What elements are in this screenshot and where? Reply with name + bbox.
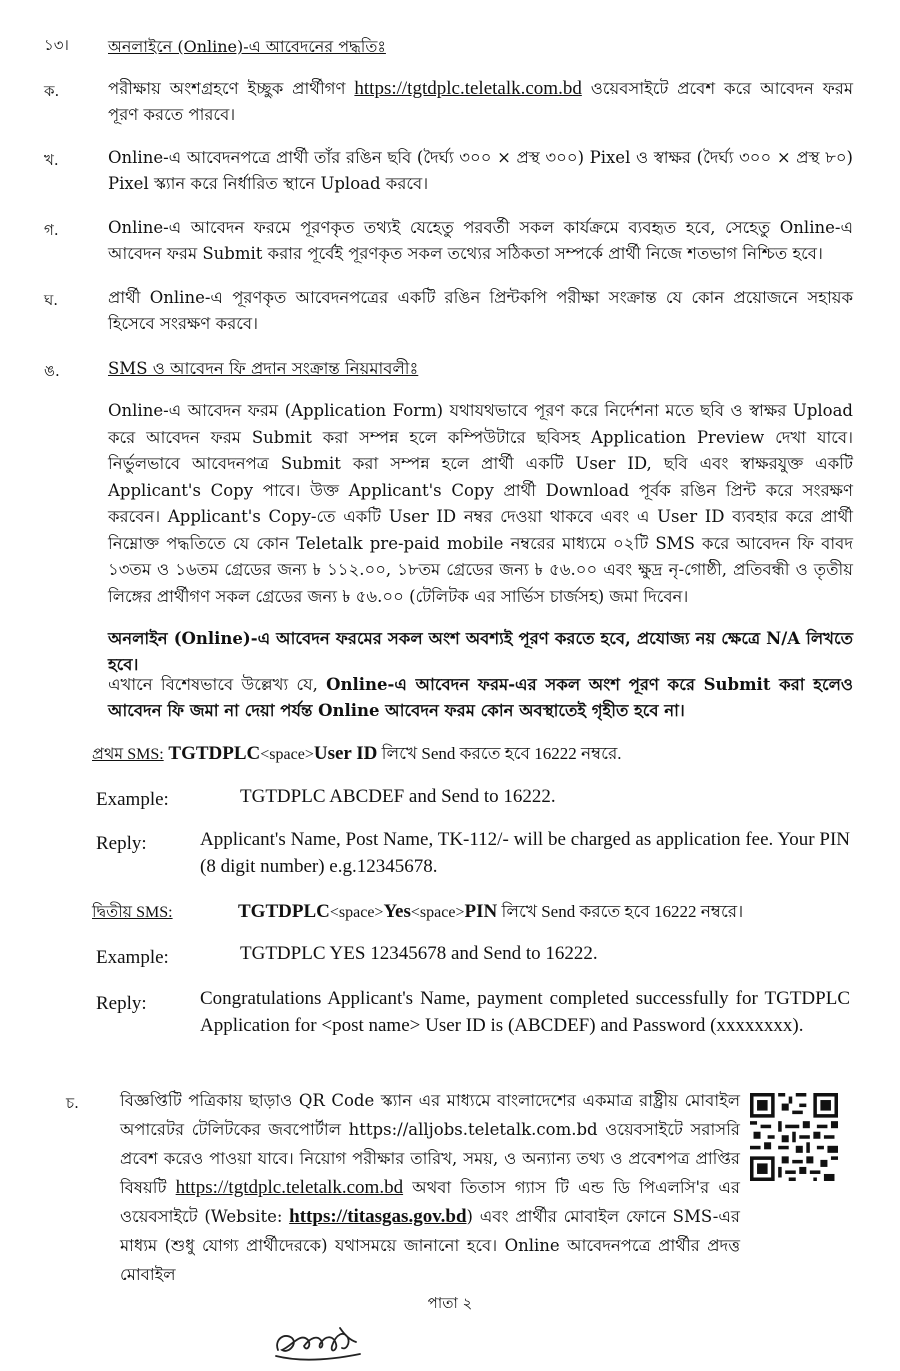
item-label: ঘ. [44, 291, 59, 309]
example2-text: TGTDPLC YES 12345678 and Send to 16222. [240, 943, 598, 964]
notice-bold-1: অনলাইন (Online)-এ আবেদন ফরমের সকল অংশ অবশ্যই পূরণ করতে হবে, প্রযোজ্য নয় ক্ষেত্রে N/A লিখতে হবে। [108, 629, 853, 674]
sms-paragraph: Online-এ আবেদন ফরম (Application Form) যথাযথভাবে পূরণ করে নির্দেশনা মতে ছবি ও স্বাক্ষর Upload করে আবেদন ফরম Submit করা সম্পন্ন হলে কম্পিউটারে ছবিসহ Application Preview দেখা যাবে। নির্ভুলভাবে আবেদনপত্র Submit করা সম্পন্ন হলে প্রার্থী একটি User ID, ছবি এবং স্বাক্ষরযুক্ত একটি Applicant's Copy পাবে। উক্ত Applicant's Copy প্রার্থী Download পূর্বক রঙিন প্রিন্ট করে সংরক্ষণ করবেন। Applicant's Copy-তে একটি User ID নম্বর দেওয়া থাকবে এবং এ User ID ব্যবহার করে প্রার্থী নিম্নোক্ত পদ্ধতিতে যে কোন Teletalk pre-paid mobile নম্বরের মাধ্যমে ০২টি SMS করে আবেদন ফি বাবদ ১৩তম ও ১৬তম গ্রেডের জন্য ৳ ১১২.০০, ১৮তম গ্রেডের জন্য ৳ ৫৬.০০ এবং ক্ষুদ্র নৃ-গোষ্ঠী, প্রতিবন্ধী ও তৃতীয় লিঙ্গের প্রার্থীগণ সকল গ্রেডের জন্য ৳ ৫৬.০০ (টেলিটক এর সার্ভিস চার্জসহ) জমা দিবেন। [108, 401, 853, 606]
reply2-text: Congratulations Applicant's Name, payment completed successfully for TGTDPLC Application for <post name> User ID is (ABCDEF) and Password (xxxxxxxx). [200, 988, 850, 1036]
second-sms-tail: লিখে Send করতে হবে 16222 নম্বরে। [497, 902, 744, 921]
first-sms-line [92, 740, 872, 768]
example1-label: Example: [96, 789, 169, 810]
second-sms-cmd-a: TGTDPLC [238, 901, 330, 922]
qr-code-icon [750, 1093, 838, 1181]
first-sms-label: প্রথম SMS: [92, 746, 164, 763]
item-cha-part3: ) এবং প্রার্থীর মোবাইল ফোনে SMS-এর মাধ্যম (শুধু যোগ্য প্রার্থীদেরকে) যথাসময়ে জানানো হবে। Online আবেদনপত্রে প্রার্থীর প্রদত্ত মোবাইল [120, 1207, 740, 1284]
second-sms-cmd-c: Yes [383, 901, 411, 922]
second-sms-cmd-e: PIN [464, 901, 498, 922]
item-cha-text-top [120, 1086, 740, 1289]
notice-2 [108, 672, 853, 724]
item-label: চ. [66, 1094, 79, 1112]
section-number: ১৩। [44, 36, 69, 54]
item-text-after: ওয়েবসাইটে প্রবেশ করে আবেদন ফরম পূরণ করতে পারবে। [108, 79, 854, 124]
titasgas-link[interactable]: https://titasgas.gov.bd [289, 1206, 467, 1227]
first-sms-cmd-b: <space> [260, 746, 314, 763]
first-sms-tail: লিখে Send করতে হবে 16222 নম্বরে. [377, 744, 622, 763]
item-label: খ. [44, 151, 59, 169]
second-sms-cmd-b: <space> [329, 904, 384, 921]
item-label: গ. [44, 221, 59, 239]
item-label: ঙ. [44, 362, 60, 380]
tgtdplc-link-2[interactable]: https://tgtdplc.teletalk.com.bd [175, 1177, 404, 1198]
handwritten-signature [270, 1320, 365, 1365]
item-cha-part2: অথবা তিতাস গ্যাস টি এন্ড ডি পিএলসি'র এর ওয়েবসাইটে (Website: [120, 1178, 740, 1226]
item-text-before: পরীক্ষায় অংশগ্রহণে ইচ্ছুক প্রার্থীগণ [108, 79, 355, 98]
example1-text: TGTDPLC ABCDEF and Send to 16222. [240, 786, 556, 807]
sms-heading: SMS ও আবেদন ফি প্রদান সংক্রান্ত নিয়মাবলীঃ [108, 359, 419, 378]
first-sms-cmd-c: User ID [313, 743, 378, 764]
item-text [108, 76, 853, 128]
reply2-label: Reply: [96, 993, 147, 1014]
first-sms-cmd-a: TGTDPLC [168, 743, 261, 764]
notice-2-bold: Online-এ আবেদন ফরম-এর সকল অংশ পূরণ করে Submit করা হলেও আবেদন ফি জমা না দেয়া পর্যন্ত Online আবেদন ফরম কোন অবস্থাতেই গৃহীত হবে না। [108, 675, 854, 720]
notice-2-prefix: এখানে বিশেষভাবে উল্লেখ্য যে, [108, 675, 327, 694]
tgtdplc-link[interactable]: https://tgtdplc.teletalk.com.bd [354, 78, 582, 99]
item-label: ক. [44, 82, 60, 100]
example2-label: Example: [96, 947, 169, 968]
reply1-label: Reply: [96, 833, 147, 854]
section-heading: অনলাইনে (Online)-এ আবেদনের পদ্ধতিঃ [108, 37, 386, 56]
item-cha-part1: বিজ্ঞপ্তিটি পত্রিকায় ছাড়াও QR Code স্ক্যান এর মাধ্যমে বাংলাদেশের একমাত্র রাষ্ট্রীয় মোবাইল অপারেটর টেলিটকের জবপোর্টাল https://alljobs.teletalk.com.bd ওয়েবসাইটে সরাসরি প্রবেশ করেও পাওয়া যাবে। নিয়োগ পরীক্ষার তারিখ, সময়, ও অন্যান্য তথ্য ও প্রবেশপত্র প্রাপ্তির বিষয়টি [120, 1091, 740, 1197]
item-text: Online-এ আবেদন ফরমে পূরণকৃত তথ্যই যেহেতু পরবর্তী সকল কার্যক্রমে ব্যবহৃত হবে, সেহেতু Online-এ আবেদন ফরম Submit করার পূর্বেই পূরণকৃত সকল তথ্যের সঠিকতা সম্পর্কে প্রার্থী নিজে শতভাগ নিশ্চিত হবে। [108, 218, 853, 263]
second-sms-line [92, 898, 872, 926]
item-text: প্রার্থী Online-এ পূরণকৃত আবেদনপত্রের একটি রঙিন প্রিন্টকপি পরীক্ষা সংক্রান্ত যে কোন প্রয়োজনে সহায়ক হিসেবে সংরক্ষণ করবে। [108, 288, 853, 333]
item-text: Online-এ আবেদনপত্রে প্রার্থী তাঁর রঙিন ছবি (দৈর্ঘ্য ৩০০ × প্রস্থ ৩০০) Pixel ও স্বাক্ষর (দৈর্ঘ্য ৩০০ × প্রস্থ ৮০) Pixel স্ক্যান করে নির্ধারিত স্থানে Upload করবে। [108, 148, 853, 193]
page-number: পাতা ২ [427, 1294, 473, 1312]
second-sms-label: দ্বিতীয় SMS: [92, 904, 173, 921]
second-sms-cmd-d: <space> [410, 904, 465, 921]
reply1-text: Applicant's Name, Post Name, TK-112/- will be charged as application fee. Your PIN (8 digit number) e.g.12345678. [200, 829, 850, 877]
